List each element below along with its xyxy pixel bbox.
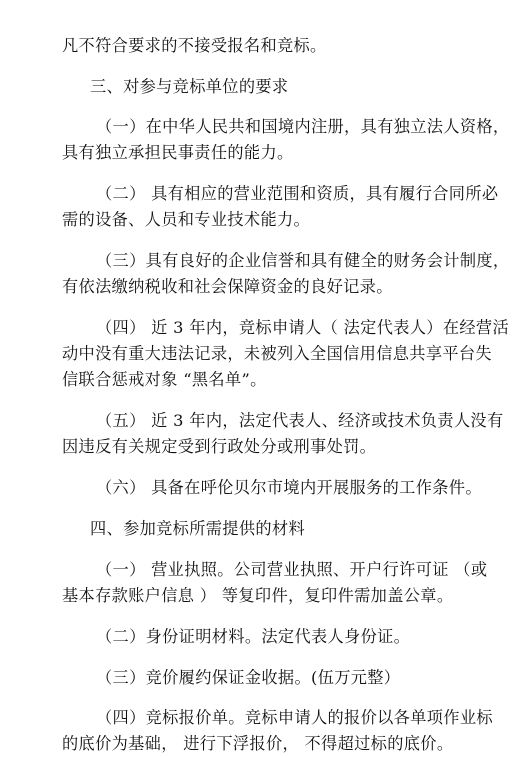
text-line: 需的设备、人员和专业技术能力。: [62, 210, 311, 230]
text-line: （一）在中华人民共和国境内注册，具有独立法人资格，: [96, 117, 510, 137]
text-line: （一） 营业执照。公司营业执照、开户行许可证 （或: [96, 559, 488, 579]
text-line: 因违反有关规定受到行政处分或刑事处罚。: [62, 437, 377, 457]
text-line: 信联合惩戒对象 “黑名单”。: [62, 370, 267, 390]
text-line: 具有独立承担民事责任的能力。: [62, 143, 294, 163]
text-line: （五） 近 3 年内，法定代表人、经济或技术负责人没有: [96, 411, 504, 431]
text-line: 基本存款账户信息 ） 等复印件，复印件需加盖公章。: [62, 585, 454, 605]
text-line: （四） 近 3 年内，竞标申请人（ 法定代表人）在经营活: [96, 318, 509, 338]
text-line: （六） 具备在呼伦贝尔市境内开展服务的工作条件。: [96, 478, 482, 498]
text-line: 有依法缴纳税收和社会保障资金的良好记录。: [62, 277, 393, 297]
text-line: （四）竞标报价单。竞标申请人的报价以各单项作业标: [96, 708, 493, 728]
text-line: 的底价为基础， 进行下浮报价， 不得超过标的底价。: [62, 734, 454, 753]
text-line: （三）竞价履约保证金收据。(伍万元整）: [96, 667, 401, 687]
text-line: （二） 具有相应的营业范围和资质，具有履行合同所必: [96, 184, 499, 204]
text-line: 动中没有重大违法记录，未被列入全国信用信息共享平台失: [62, 344, 492, 364]
section-heading: 三、对参与竞标单位的要求: [90, 77, 289, 97]
text-line: （三）具有良好的企业信誉和具有健全的财务会计制度，: [96, 251, 510, 271]
section-heading: 四、参加竞标所需提供的材料: [90, 518, 305, 538]
text-line: 凡不符合要求的不接受报名和竞标。: [62, 36, 327, 55]
text-line: （二）身份证明材料。法定代表人身份证。: [96, 626, 411, 646]
